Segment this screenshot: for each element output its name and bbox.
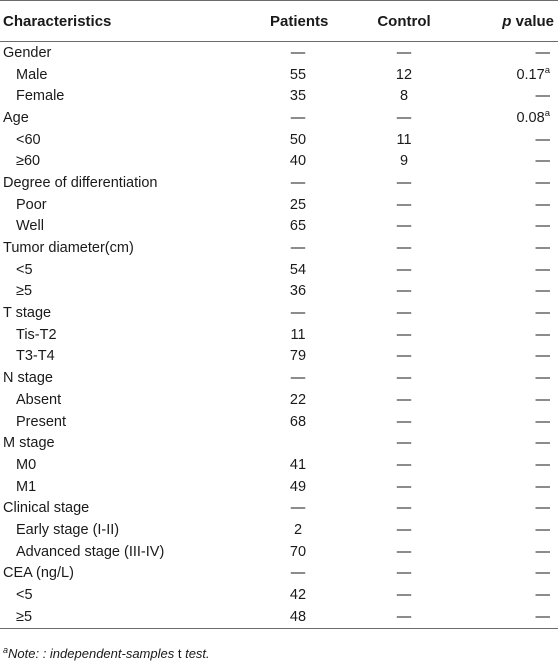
table-header bbox=[0, 1, 558, 42]
patients-cell: 11 bbox=[290, 326, 306, 343]
p-value-text: — bbox=[535, 391, 550, 408]
p-value-cell bbox=[472, 85, 558, 107]
control-cell: — bbox=[396, 44, 412, 61]
p-value-cell bbox=[472, 606, 558, 628]
p-value-footnote-marker: a bbox=[544, 107, 550, 119]
control-cell: — bbox=[396, 283, 412, 300]
footnote-marker: a bbox=[3, 645, 9, 655]
patients-cell: 55 bbox=[289, 66, 307, 83]
patients-cell: 70 bbox=[289, 543, 307, 560]
table-row bbox=[0, 42, 558, 64]
header-p-suffix: value bbox=[511, 12, 554, 30]
p-value-cell bbox=[472, 237, 558, 259]
p-value-cell bbox=[472, 281, 558, 303]
p-value-text: — bbox=[535, 261, 550, 278]
p-value-cell bbox=[472, 302, 558, 324]
control-cell: 12 bbox=[395, 66, 413, 83]
table-row bbox=[0, 216, 558, 238]
p-value-cell bbox=[472, 541, 558, 563]
patients-cell bbox=[236, 432, 326, 454]
row-label: Clinical stage bbox=[3, 500, 90, 517]
p-value-text: — bbox=[535, 153, 550, 170]
p-value-text: — bbox=[535, 543, 550, 560]
p-value-text: — bbox=[535, 608, 550, 625]
patients-cell: 42 bbox=[289, 587, 307, 604]
patients-cell: — bbox=[290, 109, 306, 126]
p-value-cell bbox=[472, 42, 558, 64]
p-value-text: — bbox=[535, 478, 550, 495]
table-body bbox=[0, 42, 558, 629]
control-cell: — bbox=[396, 218, 412, 235]
row-label: <5 bbox=[16, 261, 33, 278]
row-label: T3-T4 bbox=[16, 348, 55, 365]
row-label: N stage bbox=[3, 370, 53, 387]
table-row bbox=[0, 367, 558, 389]
control-cell: — bbox=[396, 543, 412, 560]
table-row bbox=[0, 606, 558, 628]
p-value-text: — bbox=[535, 131, 550, 148]
table-row bbox=[0, 432, 558, 454]
p-value-text: — bbox=[535, 500, 550, 517]
p-value-text: — bbox=[535, 174, 550, 191]
control-cell: — bbox=[396, 391, 412, 408]
table-row bbox=[0, 476, 558, 498]
patients-cell: 35 bbox=[289, 88, 307, 105]
row-label: T stage bbox=[3, 305, 52, 322]
table-row bbox=[0, 563, 558, 585]
p-value-cell bbox=[472, 497, 558, 519]
row-label: ≥5 bbox=[16, 283, 33, 300]
header-characteristics: Characteristics bbox=[0, 1, 236, 42]
row-label: M stage bbox=[3, 435, 55, 452]
p-value-cell bbox=[472, 107, 558, 129]
row-label: Male bbox=[16, 66, 48, 83]
p-value-text: — bbox=[535, 348, 550, 365]
p-value-cell bbox=[472, 259, 558, 281]
control-cell: 8 bbox=[399, 88, 409, 105]
control-cell: — bbox=[396, 587, 412, 604]
patients-cell: — bbox=[290, 174, 306, 191]
row-label: Tis-T2 bbox=[16, 326, 57, 343]
patients-cell: 36 bbox=[289, 283, 307, 300]
header-patients: Patients bbox=[236, 1, 326, 42]
table-footnote bbox=[3, 646, 210, 661]
table-row bbox=[0, 302, 558, 324]
row-label: <60 bbox=[16, 131, 41, 148]
p-value-text: — bbox=[535, 435, 550, 452]
table-row bbox=[0, 454, 558, 476]
patients-cell: 50 bbox=[289, 131, 307, 148]
table-row bbox=[0, 172, 558, 194]
row-label: M0 bbox=[16, 456, 37, 473]
table-row bbox=[0, 85, 558, 107]
p-value-text: 0.08 bbox=[516, 109, 545, 126]
table-row bbox=[0, 64, 558, 86]
footnote-text: Note: : independent-samples bbox=[8, 646, 178, 661]
p-value-cell bbox=[472, 367, 558, 389]
footnote-tail: test. bbox=[181, 646, 210, 661]
p-value-cell bbox=[472, 150, 558, 172]
p-value-cell bbox=[472, 346, 558, 368]
table-row bbox=[0, 194, 558, 216]
p-value-cell bbox=[472, 476, 558, 498]
control-cell: — bbox=[396, 521, 412, 538]
patients-cell: — bbox=[290, 44, 306, 61]
table-row bbox=[0, 497, 558, 519]
control-cell: — bbox=[396, 305, 412, 322]
p-value-text: 0.17 bbox=[516, 66, 545, 83]
control-cell: — bbox=[396, 109, 412, 126]
header-control: Control bbox=[326, 1, 472, 42]
row-label: Well bbox=[16, 218, 44, 235]
table-row bbox=[0, 281, 558, 303]
patients-cell: 41 bbox=[289, 456, 307, 473]
row-label: Present bbox=[16, 413, 66, 430]
table-row bbox=[0, 519, 558, 541]
header-p-value bbox=[472, 1, 558, 42]
row-label: Age bbox=[3, 109, 29, 126]
table-row bbox=[0, 541, 558, 563]
control-cell: — bbox=[396, 413, 412, 430]
control-cell: — bbox=[396, 456, 412, 473]
patients-cell: 68 bbox=[289, 413, 307, 430]
patients-cell: 54 bbox=[289, 261, 307, 278]
p-value-cell bbox=[472, 172, 558, 194]
patients-cell: — bbox=[290, 565, 306, 582]
row-label: ≥60 bbox=[16, 153, 41, 170]
control-cell: — bbox=[396, 348, 412, 365]
row-label: Advanced stage (III-IV) bbox=[16, 543, 165, 560]
table-row bbox=[0, 584, 558, 606]
p-value-cell bbox=[472, 324, 558, 346]
row-label: M1 bbox=[16, 478, 37, 495]
row-label: Degree of differentiation bbox=[3, 174, 158, 191]
control-cell: — bbox=[396, 240, 412, 257]
p-value-cell bbox=[472, 64, 558, 86]
table-row bbox=[0, 324, 558, 346]
row-label: Tumor diameter(cm) bbox=[3, 240, 134, 257]
table-row bbox=[0, 150, 558, 172]
table-row bbox=[0, 389, 558, 411]
p-value-cell bbox=[472, 454, 558, 476]
control-cell: — bbox=[396, 478, 412, 495]
p-value-cell bbox=[472, 194, 558, 216]
patients-cell: 79 bbox=[289, 348, 307, 365]
control-cell: — bbox=[396, 435, 412, 452]
row-label: CEA (ng/L) bbox=[3, 565, 74, 582]
table-row bbox=[0, 107, 558, 129]
control-cell: — bbox=[396, 174, 412, 191]
patients-cell: 49 bbox=[289, 478, 307, 495]
p-value-text: — bbox=[535, 370, 550, 387]
p-value-cell bbox=[472, 216, 558, 238]
p-value-cell bbox=[472, 389, 558, 411]
patients-cell: 2 bbox=[293, 521, 303, 538]
control-cell: — bbox=[396, 500, 412, 517]
p-value-text: — bbox=[535, 44, 550, 61]
p-value-text: — bbox=[535, 283, 550, 300]
control-cell: — bbox=[396, 261, 412, 278]
row-label: <5 bbox=[16, 587, 33, 604]
p-value-cell bbox=[472, 432, 558, 454]
control-cell: — bbox=[396, 370, 412, 387]
row-label: Poor bbox=[16, 196, 47, 213]
control-cell: — bbox=[396, 196, 412, 213]
p-value-cell bbox=[472, 563, 558, 585]
p-value-text: — bbox=[535, 88, 550, 105]
patients-cell: 65 bbox=[289, 218, 307, 235]
patients-cell: — bbox=[290, 305, 306, 322]
patients-cell: 48 bbox=[236, 606, 326, 628]
header-p-italic: p bbox=[502, 12, 512, 30]
table-row bbox=[0, 129, 558, 151]
patients-cell: 25 bbox=[289, 196, 307, 213]
patients-cell: — bbox=[290, 370, 306, 387]
patients-cell: — bbox=[290, 500, 306, 517]
row-label: ≥5 bbox=[0, 606, 236, 628]
p-value-cell bbox=[472, 519, 558, 541]
footnote-t: t bbox=[177, 646, 182, 661]
header-row bbox=[0, 1, 558, 42]
row-label: Female bbox=[16, 88, 65, 105]
p-value-footnote-marker: a bbox=[544, 64, 550, 76]
p-value-text: — bbox=[535, 305, 550, 322]
control-cell: — bbox=[396, 565, 412, 582]
p-value-text: — bbox=[535, 218, 550, 235]
control-cell: — bbox=[326, 606, 472, 628]
p-value-text: — bbox=[535, 456, 550, 473]
p-value-cell bbox=[472, 129, 558, 151]
table-row bbox=[0, 259, 558, 281]
control-cell: — bbox=[396, 326, 412, 343]
p-value-cell bbox=[472, 411, 558, 433]
p-value-text: — bbox=[535, 196, 550, 213]
patients-cell: — bbox=[290, 240, 306, 257]
p-value-text: — bbox=[535, 326, 550, 343]
table-row bbox=[0, 411, 558, 433]
patients-cell: 22 bbox=[289, 391, 307, 408]
row-label: Gender bbox=[3, 44, 52, 61]
row-label: Early stage (I-II) bbox=[16, 521, 120, 538]
p-value-text: — bbox=[535, 587, 550, 604]
patients-cell: 40 bbox=[289, 153, 307, 170]
table-row bbox=[0, 346, 558, 368]
table-row bbox=[0, 237, 558, 259]
p-value-text: — bbox=[535, 565, 550, 582]
p-value-cell bbox=[472, 584, 558, 606]
control-cell: 9 bbox=[399, 153, 409, 170]
p-value-text: — bbox=[535, 413, 550, 430]
control-cell: 11 bbox=[396, 131, 412, 148]
p-value-text: — bbox=[535, 240, 550, 257]
row-label: Absent bbox=[16, 391, 62, 408]
p-value-text: — bbox=[535, 521, 550, 538]
